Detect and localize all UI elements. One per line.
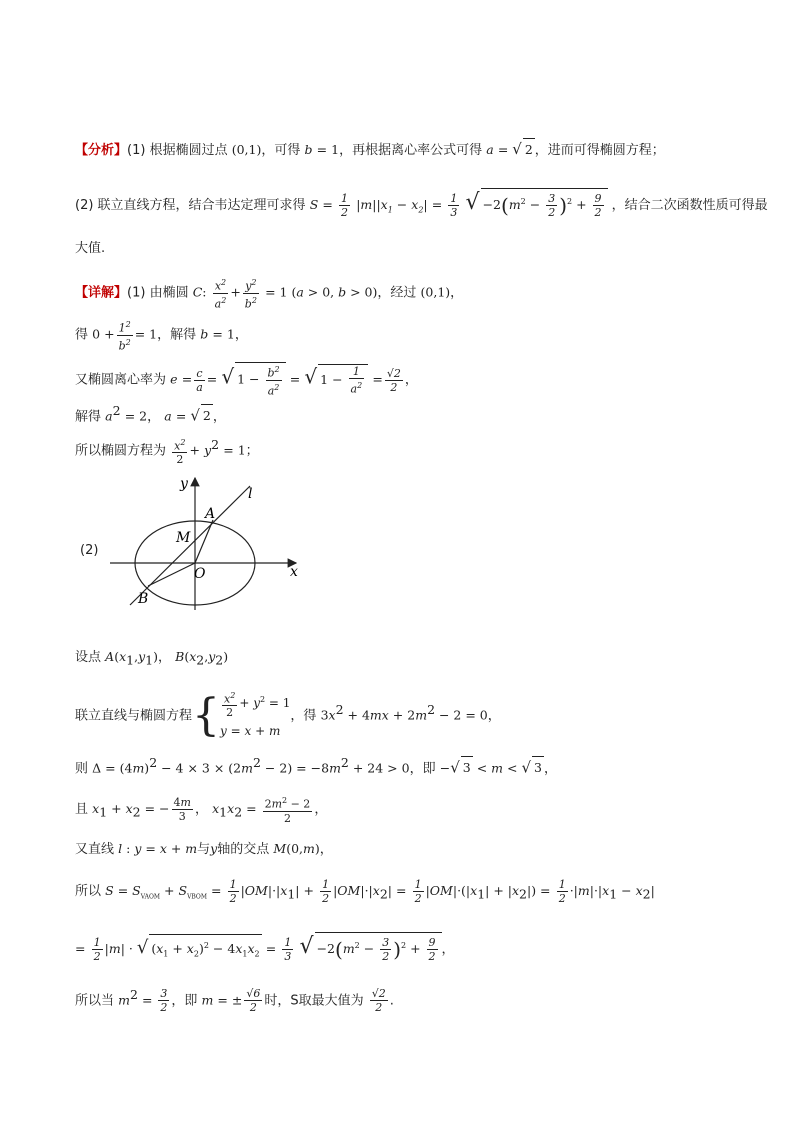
segment-ob: [148, 563, 195, 586]
detail-line-6: 设点 $A(x_1,y_1)$， $B(x_2,y_2)$: [75, 649, 229, 668]
part2-label: (2): [80, 543, 99, 558]
detail-line-4: 解得 $a^2 = 2$， a = √ 2 ，: [75, 400, 226, 428]
detail-tag: 【详解】: [75, 285, 128, 301]
label-x: x: [290, 564, 298, 580]
segment-oa: [195, 520, 213, 563]
detail-line-1: 【详解】(1) 由椭圆 C: $\frac{x^2}{a^2}$ + $\frac{y^2}{b^2}$ = 1 (a > 0, b > 0)，经过 (0,1)，: [75, 278, 464, 311]
analysis-line-2: (2) 联立直线方程，结合韦达定理可求得 S = $\frac{1}{2}$ $|m||x_1 - x_2|$ = $\frac{1}{3}$ √ $-2(m^2$ − $\frac{3}{2}$ )$^2$ + $\frac{9}{2}$ ，结合二次函数性质可得最: [75, 188, 768, 222]
detail-line-8: 则 $\Delta = (4m)^2 - 4 \times 3 \times (2m^2 - 2) = -8m^2 + 24 > 0$，即 −√ 3 < m < √ 3 ，: [75, 752, 557, 780]
detail-line-11: 所以 $S = S_{VAOM} + S_{VBOM}$ = $\frac{1}{2}$ $|OM|\cdot|x_1|$ + $\frac{1}{2}$ $|OM|\cdot|x_2|$ = $\frac{1}{2}$ $|OM|\cdot(|x_1| + |x_2|)$ = $\frac{1}{2}$ $\cdot|m|\cdot|x_1 - x_2|$: [75, 878, 655, 905]
detail-line-7: 联立直线与椭圆方程{ $\frac{x^2}{2}$ + $y^2 = 1$ y = x + m，得 $3x^2 + 4mx + 2m^2 - 2 = 0$，: [75, 689, 501, 741]
detail-line-10: 又直线 l : y = x + m与y轴的交点 M(0,m)，: [75, 841, 333, 857]
ellipse-diagram: [100, 470, 315, 612]
label-a: A: [205, 506, 216, 522]
detail-line-3: 又椭圆离心率为 e = $\frac{c}{a}$ = √ 1 − $\frac{b^2}{a^2}$ = √ 1 − $\frac{1}{a^2}$ = $\frac{√2}{2}$ ，: [75, 362, 418, 397]
analysis-line-1: 【分析】(1) 根据椭圆过点 (0,1)，可得 b = 1，再根据离心率公式可得 a = √ 2 ，进而可得椭圆方程；: [75, 138, 665, 162]
detail-line-12: = $\frac{1}{2}$ |m| · √ $(x_1 + x_2)^2 - 4x_1x_2$ = $\frac{1}{3}$ √ $-2(m^2$ − $\frac{3}{2}$ )$^2$ + $\frac{9}{2}$ ，: [75, 932, 455, 966]
detail-line-9: 且 $x_1 + x_2$ = − $\frac{4m}{3}$ ， $x_1x_2$ = $\frac{2m^2 - 2}{2}$ ，: [75, 795, 328, 825]
analysis-line-3: 大值.: [75, 241, 106, 256]
label-y: y: [180, 476, 188, 492]
analysis-tag: 【分析】: [75, 143, 128, 158]
label-m: M: [176, 530, 191, 546]
detail-line-13: 所以当 $m^2$ = $\frac{3}{2}$ ，即 m = ± $\frac{√6}{2}$ 时，S取最大值为 $\frac{√2}{2}$ .: [75, 987, 394, 1015]
detail-line-2: 得 0 + $\frac{1^2}{b^2}$ = 1，解得 b = 1，: [75, 320, 248, 353]
label-l: l: [248, 486, 253, 502]
label-b: B: [138, 591, 149, 607]
label-o: O: [194, 566, 206, 582]
detail-line-5: 所以椭圆方程为 $\frac{x^2}{2}$ + $y^2 = 1$；: [75, 437, 259, 467]
